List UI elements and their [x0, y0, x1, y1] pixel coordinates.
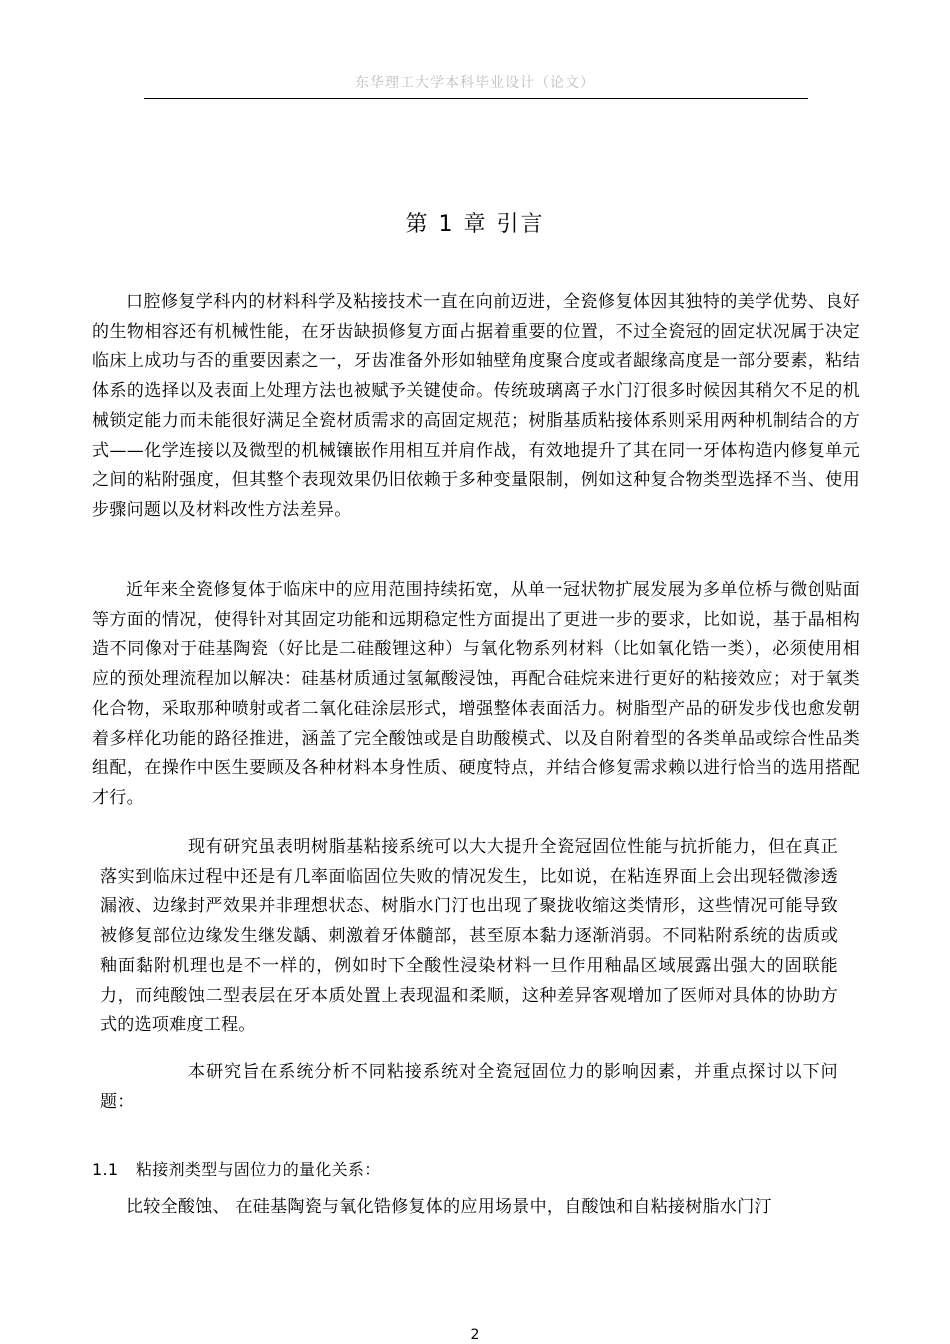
chapter-title: 第 1 章 引言: [405, 212, 545, 237]
running-header: 东华理工大学本科毕业设计（论文）: [355, 75, 595, 88]
section-number: 1.1: [92, 1160, 119, 1179]
body-paragraph-3: 现有研究虽表明树脂基粘接系统可以大大提升全瓷冠固位性能与抗折能力，但在真正落实到临床过程中还是有几率面临固位失败的情况发生，比如说，在粘连界面上会出现轻微渗透漏液、边缘封严效果并非理想状态、树脂水门汀也出现了聚拢收缩这类情形，这些情况可能导致被修复部位边缘发生继发龋、刺激着牙体髓部，甚至原本黏力逐渐消弱。不同粘附系统的齿质或釉面黏附机理也是不一样的，例如时下全酸性浸染材料一旦作用釉晶区域展露出强大的固联能力，而纯酸蚀二型表层在牙本质处置上表现温和柔顺，这种差异客观增加了医师对具体的协助方式的选项难度工程。: [100, 837, 838, 1036]
body-paragraph-5: 比较全酸蚀、 在硅基陶瓷与氧化锆修复体的应用场景中，自酸蚀和自粘接树脂水门汀: [126, 1197, 772, 1217]
section-heading: [92, 1156, 381, 1184]
page-number: 2: [470, 1327, 480, 1343]
body-paragraph-1: 口腔修复学科内的材料科学及粘接技术一直在向前迈进，全瓷修复体因其独特的美学优势、良好的生物相容还有机械性能，在牙齿缺损修复方面占据着重要的位置，不过全瓷冠的固定状况属于决定临床上成功与否的重要因素之一，牙齿准备外形如轴壁角度聚合度或者龈缘高度是一部分要素，粘结体系的选择以及表面上处理方法也被赋予关键使命。传统玻璃离子水门汀很多时候因其稍欠不足的机械锁定能力而未能很好满足全瓷材质需求的高固定规范；树脂基质粘接体系则采用两种机制结合的方式——化学连接以及微型的机械镶嵌作用相互并肩作战，有效地提升了其在同一牙体构造内修复单元之间的粘附强度，但其整个表现效果仍旧依赖于多种变量限制，例如这种复合物类型选择不当、使用步骤问题以及材料改性方法差异。: [92, 292, 860, 520]
section-title: 粘接剂类型与固位力的量化关系：: [136, 1160, 381, 1179]
body-paragraph-4: 本研究旨在系统分析不同粘接系统对全瓷冠固位力的影响因素，并重点探讨以下问题：: [100, 1062, 838, 1112]
header-divider: [144, 98, 808, 99]
body-paragraph-2: 近年来全瓷修复体于临床中的应用范围持续拓宽，从单一冠状物扩展发展为多单位桥与微创贴面等方面的情况，使得针对其固定功能和远期稳定性方面提出了更进一步的要求，比如说，基于晶相构造不同像对于硅基陶瓷（好比是二硅酸锂这种）与氧化物系列材料（比如氧化锆一类），必须使用相应的预处理流程加以解决：硅基材质通过氢氟酸浸蚀，再配合硅烷来进行更好的粘接效应；对于氧类化合物，采取那种喷射或者二氧化硅涂层形式，增强整体表面活力。树脂型产品的研发步伐也愈发朝着多样化功能的路径推进，涵盖了完全酸蚀或是自助酸模式、以及自附着型的各类单品或综合性品类组配，在操作中医生要顾及各种材料本身性质、硬度特点，并结合修复需求赖以进行恰当的选用搭配才行。: [92, 580, 860, 808]
